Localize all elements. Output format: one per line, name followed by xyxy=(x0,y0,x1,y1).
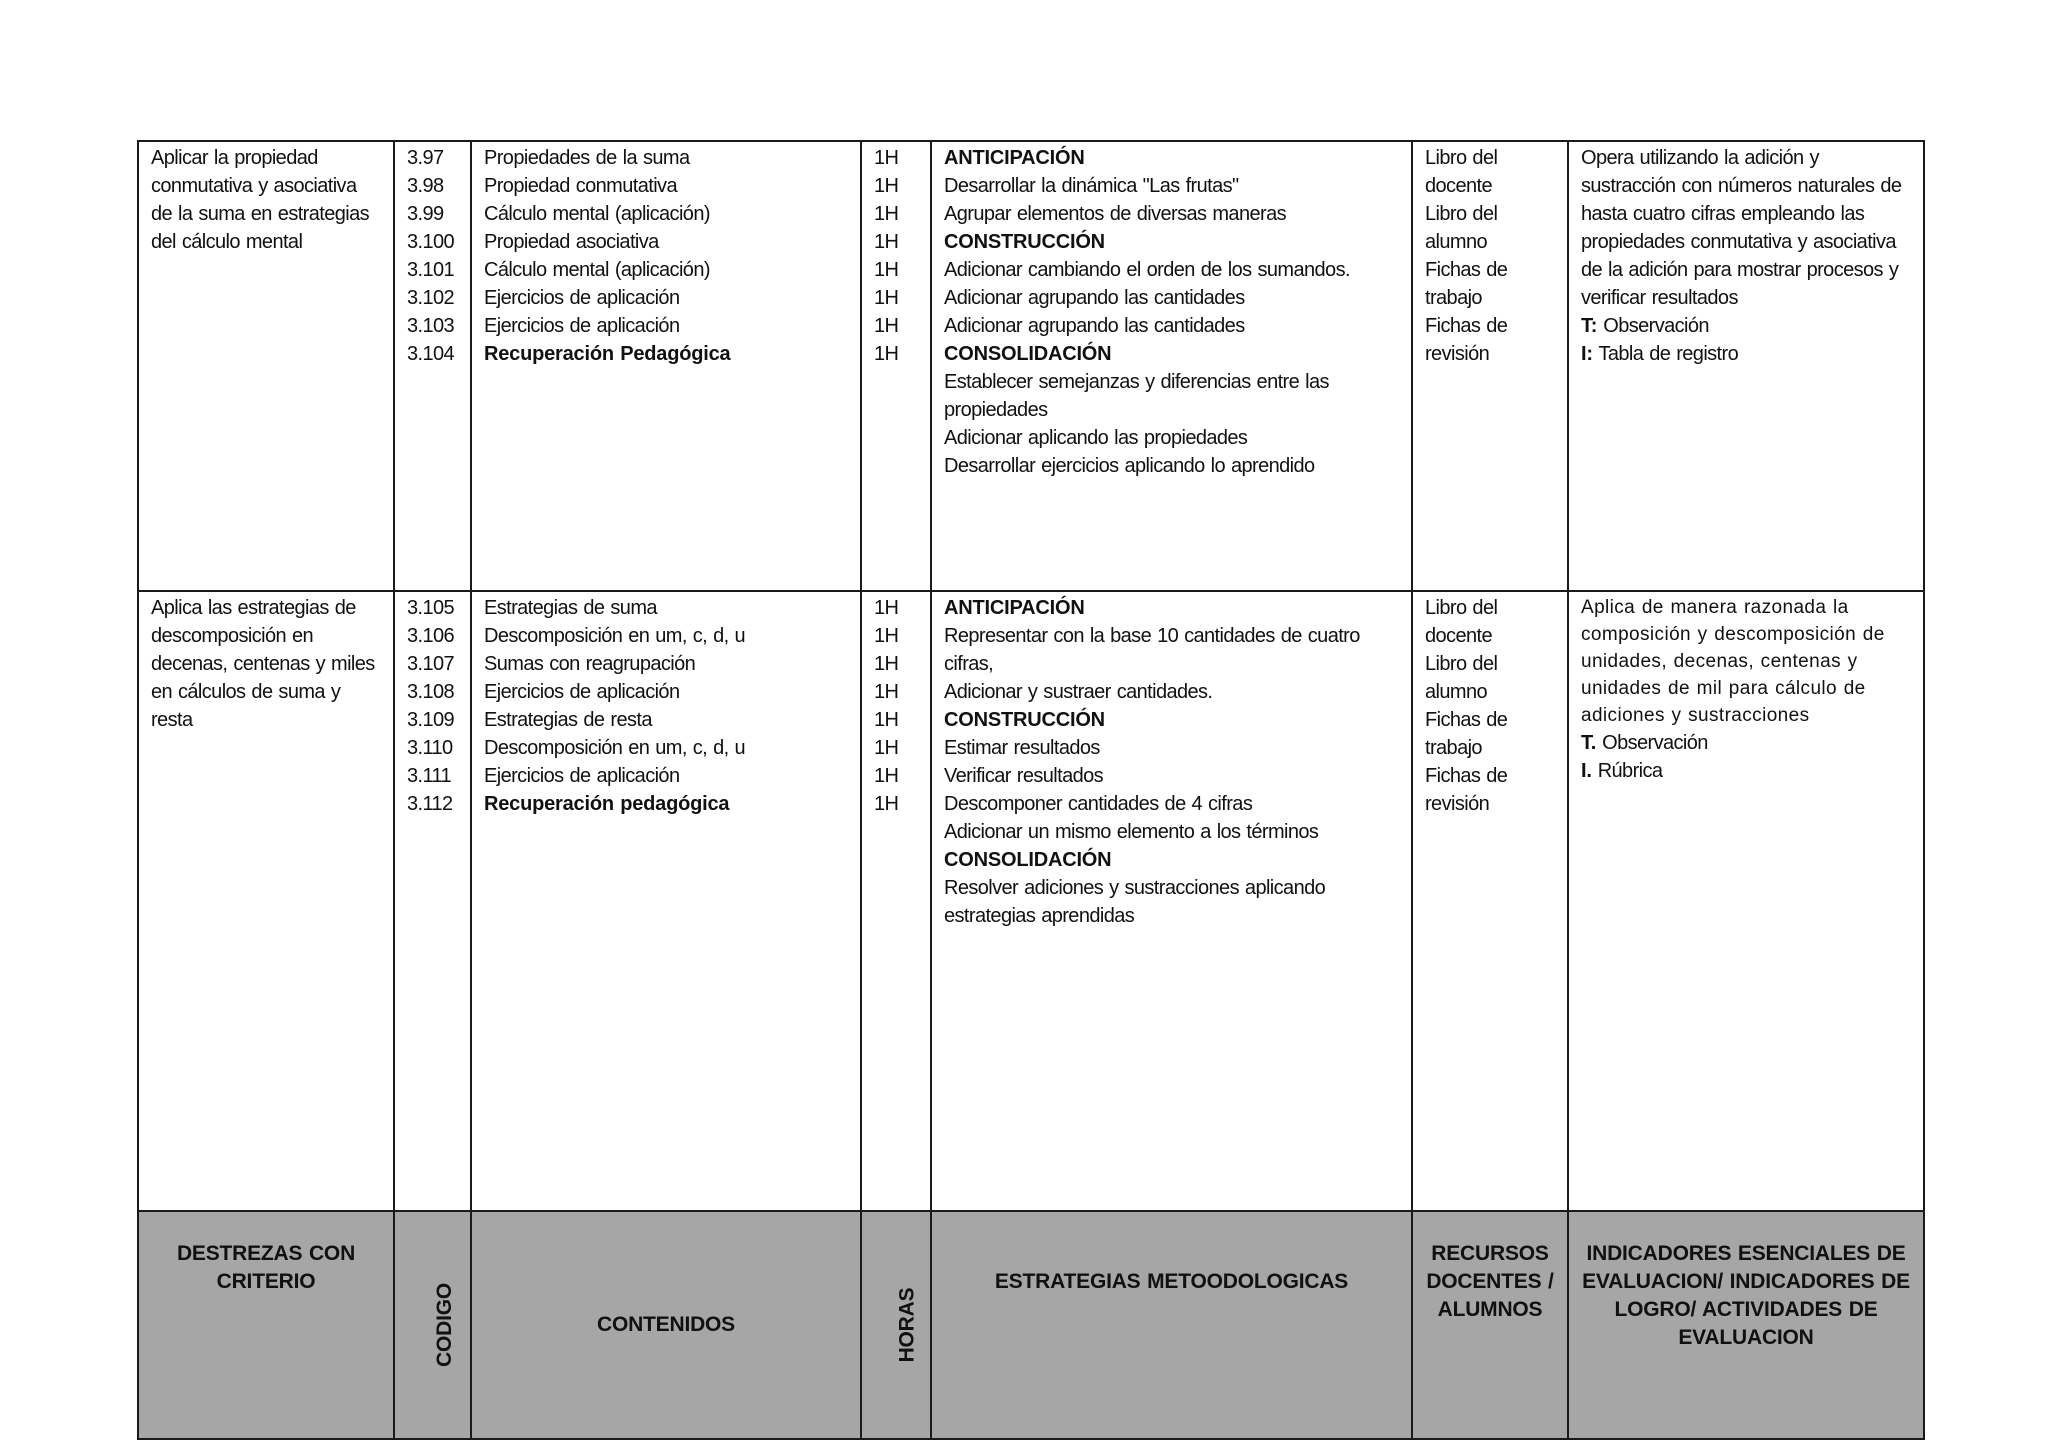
strategy-item: Adicionar agrupando las cantidades xyxy=(944,315,1245,337)
strategy-item: Representar con la base 10 cantidades de cuatro cifras, xyxy=(944,625,1360,675)
hora-item: 1H xyxy=(874,147,899,169)
tecnica-value: Observación xyxy=(1602,732,1708,754)
hora-item: 1H xyxy=(874,259,899,281)
indicadores-cell xyxy=(1568,141,1924,591)
header-recursos-label: RECURSOS DOCENTES / ALUMNOS xyxy=(1426,1242,1554,1321)
indicador-text: de la adición para mostrar procesos y verificar resultados xyxy=(1581,259,1899,309)
estrategias-cell xyxy=(931,141,1412,591)
strategy-item: Desarrollar la dinámica "Las frutas" xyxy=(944,175,1239,197)
contenido-item: Recuperación Pedagógica xyxy=(484,343,731,365)
recurso-item: Fichas de trabajo xyxy=(1425,259,1508,309)
contenido-item: Estrategias de suma xyxy=(484,597,657,619)
code-item: 3.100 xyxy=(407,231,455,253)
recurso-item: Fichas de revisión xyxy=(1425,765,1508,815)
horas-cell xyxy=(861,141,931,591)
phase-heading: ANTICIPACIÓN xyxy=(944,597,1085,619)
code-item: 3.104 xyxy=(407,343,455,365)
contenido-item: Ejercicios de aplicación xyxy=(484,765,680,787)
header-contenidos-label: CONTENIDOS xyxy=(596,1313,735,1336)
estrategias-cell xyxy=(931,591,1412,1211)
header-estrategias xyxy=(931,1211,1412,1439)
strategy-item: Descomponer cantidades de 4 cifras xyxy=(944,793,1253,815)
contenido-item: Propiedades de la suma xyxy=(484,147,690,169)
hora-item: 1H xyxy=(874,287,899,309)
hora-item: 1H xyxy=(874,231,899,253)
recurso-item: Fichas de revisión xyxy=(1425,315,1508,365)
phase-heading: CONSTRUCCIÓN xyxy=(944,709,1105,731)
phase-heading: CONSOLIDACIÓN xyxy=(944,849,1112,871)
phase-heading: CONSTRUCCIÓN xyxy=(944,231,1105,253)
code-item: 3.110 xyxy=(407,737,453,759)
contenido-item: Cálculo mental (aplicación) xyxy=(484,259,710,281)
planning-table xyxy=(137,140,1925,1440)
contenido-item: Cálculo mental (aplicación) xyxy=(484,203,710,225)
contenido-item: Sumas con reagrupación xyxy=(484,653,696,675)
instrumento-label: I. xyxy=(1581,760,1592,782)
header-estrategias-label: ESTRATEGIAS METOODOLOGICAS xyxy=(994,1270,1349,1293)
destreza-cell xyxy=(138,591,394,1211)
indicadores-cell xyxy=(1568,591,1924,1211)
header-horas-label: HORAS xyxy=(895,1287,919,1363)
contenido-item: Ejercicios de aplicación xyxy=(484,315,680,337)
hora-item: 1H xyxy=(874,737,899,759)
strategy-item: Adicionar y sustraer cantidades. xyxy=(944,681,1213,703)
table-header-row xyxy=(138,1211,1924,1439)
table-row xyxy=(138,141,1924,591)
hora-item: 1H xyxy=(874,175,899,197)
contenido-item: Propiedad conmutativa xyxy=(484,175,677,197)
codigo-cell xyxy=(394,591,471,1211)
hora-item: 1H xyxy=(874,793,899,815)
header-codigo-label: CODIGO xyxy=(432,1283,456,1367)
contenidos-cell xyxy=(471,141,861,591)
code-item: 3.101 xyxy=(407,259,455,281)
header-destrezas xyxy=(138,1211,394,1439)
code-item: 3.112 xyxy=(407,793,453,815)
tecnica-value: Observación xyxy=(1603,315,1709,337)
strategy-item: Desarrollar ejercicios aplicando lo aprendido xyxy=(944,455,1315,477)
instrumento-label: I: xyxy=(1581,343,1593,365)
header-codigo xyxy=(394,1211,471,1439)
strategy-item: Estimar resultados xyxy=(944,737,1100,759)
header-contenidos xyxy=(471,1211,861,1439)
indicador-text: Aplica de manera razonada la composición y descomposición de unidades, decenas, centenas y unidades de mil para cálculo de adiciones y sustracciones xyxy=(1581,597,1885,726)
hora-item: 1H xyxy=(874,709,899,731)
instrumento-value: Rúbrica xyxy=(1597,760,1663,782)
code-item: 3.103 xyxy=(407,315,455,337)
phase-heading: ANTICIPACIÓN xyxy=(944,147,1085,169)
recurso-item: Libro del docente xyxy=(1425,597,1498,647)
code-item: 3.99 xyxy=(407,203,444,225)
contenidos-cell xyxy=(471,591,861,1211)
recursos-cell xyxy=(1412,591,1568,1211)
hora-item: 1H xyxy=(874,765,899,787)
strategy-item: Adicionar cambiando el orden de los sumandos. xyxy=(944,259,1350,281)
code-item: 3.109 xyxy=(407,709,455,731)
code-item: 3.105 xyxy=(407,597,455,619)
strategy-item: Adicionar agrupando las cantidades xyxy=(944,287,1245,309)
contenido-item: Descomposición en um, c, d, u xyxy=(484,625,746,647)
code-item: 3.108 xyxy=(407,681,455,703)
tecnica-label: T. xyxy=(1581,732,1597,754)
recursos-cell xyxy=(1412,141,1568,591)
header-horas xyxy=(861,1211,931,1439)
destreza-text: Aplicar la propiedad conmutativa y asociativa de la suma en estrategias del cálculo mental xyxy=(151,147,370,253)
strategy-item: Resolver adiciones y sustracciones aplicando estrategias aprendidas xyxy=(944,877,1326,927)
strategy-item: Agrupar elementos de diversas maneras xyxy=(944,203,1286,225)
header-indicadores-label: INDICADORES ESENCIALES DE EVALUACION/ INDICADORES DE LOGRO/ ACTIVIDADES DE EVALUACION xyxy=(1582,1242,1910,1349)
code-item: 3.97 xyxy=(407,147,444,169)
hora-item: 1H xyxy=(874,653,899,675)
hora-item: 1H xyxy=(874,343,899,365)
recurso-item: Libro del alumno xyxy=(1425,203,1498,253)
strategy-item: Establecer semejanzas y diferencias entre las propiedades xyxy=(944,371,1329,421)
code-item: 3.98 xyxy=(407,175,444,197)
contenido-item: Estrategias de resta xyxy=(484,709,652,731)
table-row xyxy=(138,591,1924,1211)
horas-cell xyxy=(861,591,931,1211)
instrumento-value: Tabla de registro xyxy=(1598,343,1739,365)
indicador-text: Opera utilizando la adición y sustracción con números naturales de hasta cuatro cifras empleando las propiedades conmutativa y asociativa xyxy=(1581,147,1902,253)
code-item: 3.111 xyxy=(407,765,452,787)
contenido-item: Ejercicios de aplicación xyxy=(484,681,680,703)
destreza-text: Aplica las estrategias de descomposición en decenas, centenas y miles en cálculos de suma y resta xyxy=(151,597,375,731)
strategy-item: Adicionar un mismo elemento a los términos xyxy=(944,821,1319,843)
contenido-item: Ejercicios de aplicación xyxy=(484,287,680,309)
hora-item: 1H xyxy=(874,625,899,647)
hora-item: 1H xyxy=(874,597,899,619)
strategy-item: Adicionar aplicando las propiedades xyxy=(944,427,1248,449)
header-recursos xyxy=(1412,1211,1568,1439)
recurso-item: Libro del docente xyxy=(1425,147,1498,197)
header-indicadores xyxy=(1568,1211,1924,1439)
code-item: 3.106 xyxy=(407,625,455,647)
codigo-cell xyxy=(394,141,471,591)
hora-item: 1H xyxy=(874,315,899,337)
phase-heading: CONSOLIDACIÓN xyxy=(944,343,1112,365)
code-item: 3.107 xyxy=(407,653,455,675)
destreza-cell xyxy=(138,141,394,591)
strategy-item: Verificar resultados xyxy=(944,765,1104,787)
recurso-item: Fichas de trabajo xyxy=(1425,709,1508,759)
hora-item: 1H xyxy=(874,203,899,225)
code-item: 3.102 xyxy=(407,287,455,309)
tecnica-label: T: xyxy=(1581,315,1598,337)
header-destrezas-label: DESTREZAS CON CRITERIO xyxy=(176,1242,356,1293)
contenido-item: Propiedad asociativa xyxy=(484,231,659,253)
recurso-item: Libro del alumno xyxy=(1425,653,1498,703)
hora-item: 1H xyxy=(874,681,899,703)
contenido-item: Descomposición en um, c, d, u xyxy=(484,737,746,759)
contenido-item: Recuperación pedagógica xyxy=(484,793,730,815)
